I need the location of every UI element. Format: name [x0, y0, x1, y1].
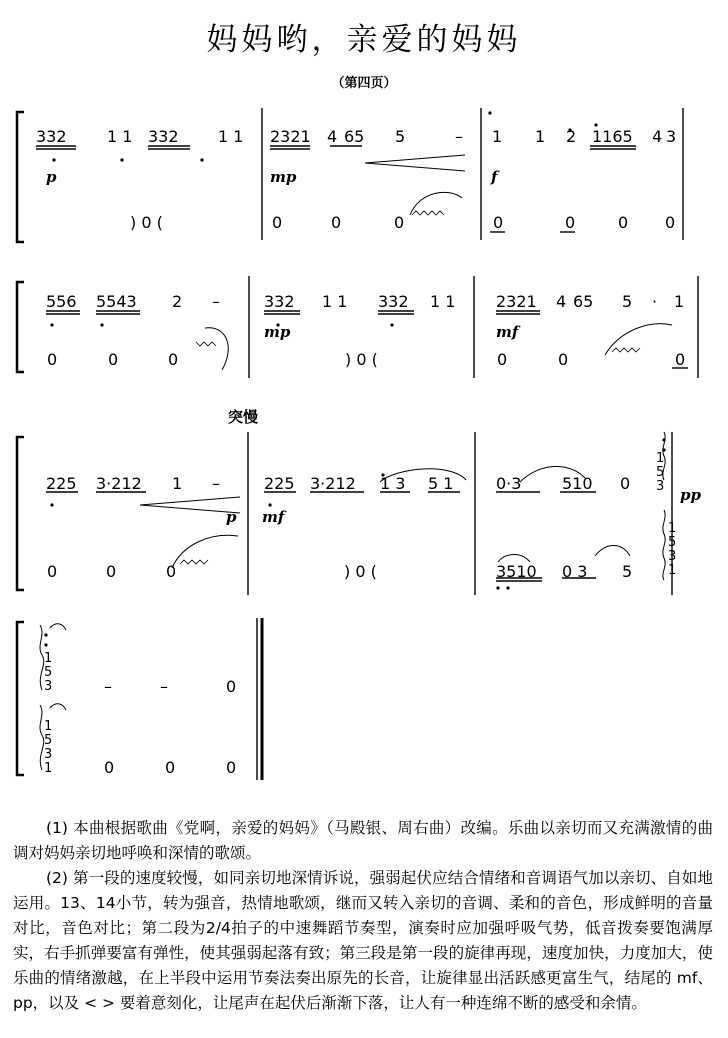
chord-note: 1: [668, 563, 677, 578]
note-group: 2: [566, 127, 577, 146]
note-group: 510: [562, 474, 593, 493]
dynamic-mp: mp: [270, 168, 297, 186]
note-group: 1: [535, 127, 546, 146]
chord-note: 1: [44, 651, 53, 666]
note-group: ) 0 (: [345, 350, 378, 369]
chord-note: 3: [44, 679, 53, 694]
note-group: 2321: [496, 292, 537, 311]
chord-note: 3: [668, 549, 677, 564]
note-group: 0: [331, 213, 342, 232]
note-group: –: [104, 677, 112, 696]
fermata: [50, 624, 66, 630]
note-group: 0: [104, 758, 115, 777]
slide-arc: [205, 328, 228, 370]
note-group: 4: [327, 127, 338, 146]
tremolo-wave: [180, 560, 208, 564]
note-group: –: [455, 127, 463, 146]
note-group: 332: [36, 127, 67, 146]
fermata: [50, 704, 66, 710]
note-group: 0: [565, 213, 576, 232]
dynamic-mf: mf: [496, 323, 519, 341]
note-group: 3·212: [96, 474, 142, 493]
note-group: 0: [47, 562, 58, 581]
note-group: 225: [46, 474, 77, 493]
note-group: 3510: [496, 562, 537, 581]
chord-note: 3: [656, 479, 665, 494]
system-bracket: [17, 437, 24, 590]
note-group: 0: [665, 213, 676, 232]
note-group: 0: [168, 350, 179, 369]
dynamic-p: p: [226, 508, 237, 526]
note-group: 0: [558, 350, 569, 369]
tremolo-wave: [612, 348, 640, 352]
note-group: 1 1: [107, 127, 133, 146]
note-group: 1 3: [380, 474, 406, 493]
chord-note: 3: [44, 747, 53, 762]
note-group: ) 0 (: [130, 213, 163, 232]
note-group: 2321: [270, 127, 311, 146]
note-group: 1 1: [322, 292, 348, 311]
note-group: 0: [47, 350, 58, 369]
dynamic-f: f: [491, 168, 498, 186]
dynamic-p: p: [46, 168, 57, 186]
tempo-marking: 突慢: [228, 408, 259, 426]
slide-arc: [410, 192, 462, 215]
chord-note: 1: [44, 761, 53, 776]
note-group: 0: [394, 213, 405, 232]
page-title: 妈妈哟，亲爱的妈妈: [206, 22, 522, 58]
note-group: –: [212, 292, 220, 311]
note-group: 65: [344, 127, 365, 146]
note-group: 1: [172, 474, 183, 493]
note-group: 0 3: [562, 562, 588, 581]
arpeggio-wave: [663, 510, 665, 580]
system-bracket: [17, 112, 24, 242]
note-group: 0: [106, 562, 117, 581]
note-group: 1 1: [218, 127, 244, 146]
note-group: 0: [620, 474, 631, 493]
slide-arc: [605, 324, 672, 355]
note-group: 0: [493, 213, 504, 232]
note-group: 0·3: [496, 474, 522, 493]
tie-arc: [498, 555, 530, 563]
chord-note: 5: [668, 535, 677, 550]
chord-note: 1: [656, 451, 665, 466]
note-group: 0: [618, 213, 629, 232]
system-bracket: [17, 622, 24, 775]
note-group: –: [212, 474, 220, 493]
note-group: 3: [666, 127, 677, 146]
note-group: 0: [226, 758, 237, 777]
system-bracket: [17, 282, 24, 372]
note-group: 0: [108, 350, 119, 369]
note-group: 4: [556, 292, 567, 311]
tie-arc: [595, 546, 630, 557]
chord-note: 5: [44, 733, 53, 748]
performance-note-1: (1) 本曲根据歌曲《党啊，亲爱的妈妈》（马殿银、周右曲）改编。乐曲以亲切而又充满激情的曲调对妈妈亲切地呼唤和深情的歌颂。: [13, 819, 713, 862]
chord-note: 5: [656, 465, 665, 480]
note-group: 332: [148, 127, 179, 146]
note-group: ) 0 (: [344, 562, 377, 581]
note-group: 1 1: [430, 292, 456, 311]
dynamic-pp: pp: [680, 486, 701, 504]
note-group: 0: [226, 677, 237, 696]
performance-note-2: (2) 第一段的速度较慢，如同亲切地深情诉说，强弱起伏应结合情绪和音调语气加以亲切、自如地运用。13、14小节，转为强音，热情地歌颂，继而又转入亲切的音调、柔和的音色，形成鲜明的音量对比，音色对比；第二段为2/4拍子的中速舞蹈节奏型，演奏时应加强呼吸气势，低音拨奏要饱满厚实，右手抓弹要富有弹性，使其强弱起落有致；第三段是第一段的旋律再现，速度加快，力度加大，使乐曲的情绪激越，在上半段中运用节奏法奏出原先的长音，让旋律显出活跃感更富生气，结尾的 mf、pp，以及 < > 要着意刻化，让尾声在起伏后渐渐下落，让人有一种连绵不断的感受和余情。: [13, 869, 713, 1012]
note-group: 5: [622, 562, 633, 581]
note-group: 1: [492, 127, 503, 146]
note-group: 1165: [592, 127, 633, 146]
note-group: 332: [264, 292, 295, 311]
note-group: 2: [172, 292, 183, 311]
note-group: 4: [652, 127, 663, 146]
note-group: –: [160, 677, 168, 696]
dynamic-mf: mf: [262, 508, 285, 526]
page-number-label: （第四页）: [331, 76, 397, 91]
chord-note: 5: [44, 665, 53, 680]
note-group: 1: [674, 292, 685, 311]
tremolo-wave: [196, 342, 216, 346]
note-group: 0: [272, 213, 283, 232]
note-group: 225: [264, 474, 295, 493]
note-group: 5543: [96, 292, 137, 311]
chord-note: 1: [668, 521, 677, 536]
note-group: 0: [166, 562, 177, 581]
dynamic-mp: mp: [264, 323, 291, 341]
diminuendo-hairpin: [140, 497, 240, 513]
note-group: 0: [165, 758, 176, 777]
note-group: 0: [675, 350, 686, 369]
note-group: 556: [46, 292, 77, 311]
note-group: 5: [622, 292, 633, 311]
tremolo-wave: [412, 211, 444, 215]
note-group: 332: [378, 292, 409, 311]
note-group: 65: [573, 292, 594, 311]
chord-note: 1: [44, 719, 53, 734]
diminuendo-hairpin: [365, 155, 465, 171]
note-group: 3·212: [310, 474, 356, 493]
note-group: ·: [652, 292, 658, 311]
note-group: 5 1: [428, 474, 454, 493]
note-group: 0: [497, 350, 508, 369]
note-group: 5: [395, 127, 406, 146]
